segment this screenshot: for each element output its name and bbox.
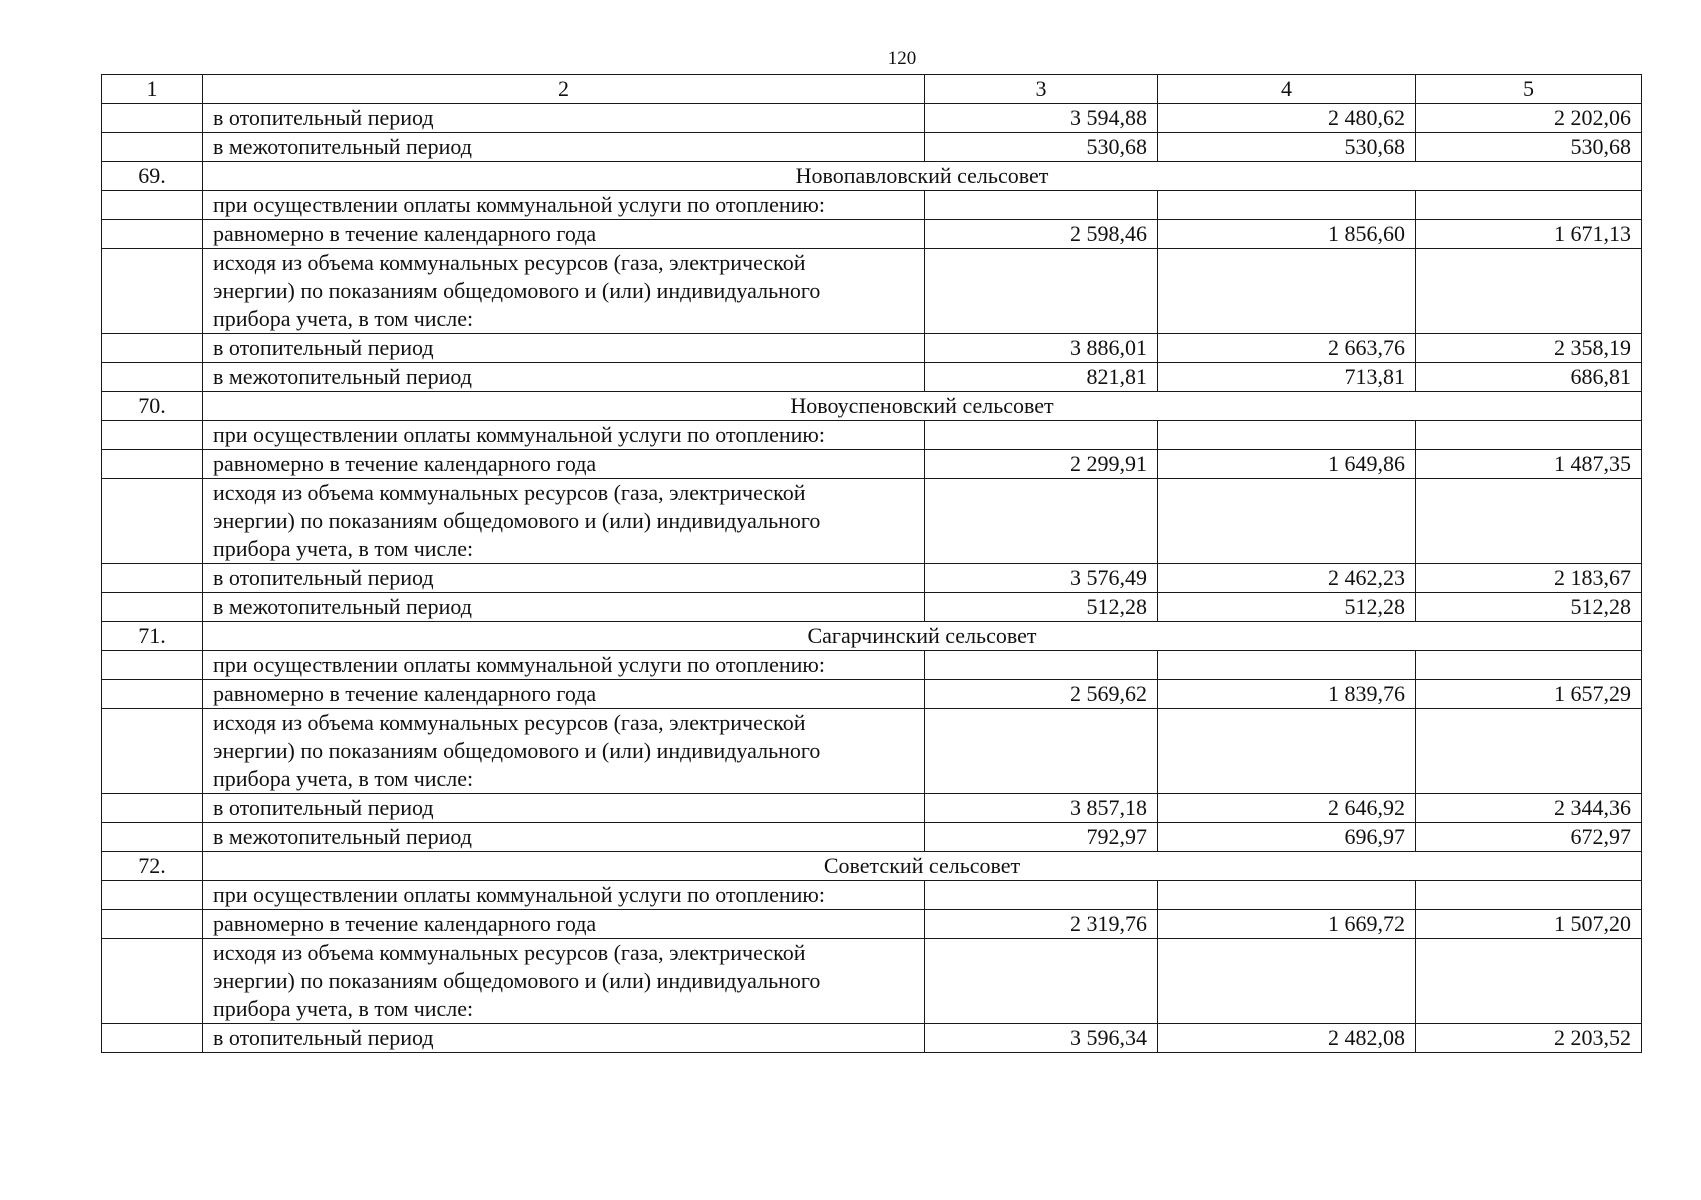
row-number-cell	[102, 709, 203, 794]
value-cell-col-4	[1158, 939, 1416, 1024]
value-cell-col-5: 1 671,13	[1416, 220, 1642, 249]
column-header-2: 2	[203, 75, 925, 104]
value-cell-col-3: 3 576,49	[925, 564, 1158, 593]
tariff-table-body	[102, 75, 1642, 1053]
section-title: Советский сельсовет	[203, 852, 1642, 881]
table-row	[102, 823, 1642, 852]
table-row	[102, 794, 1642, 823]
row-number-cell	[102, 220, 203, 249]
row-label: при осуществлении оплаты коммунальной услуги по отоплению:	[203, 421, 925, 450]
section-header-row	[102, 852, 1642, 881]
row-number-cell	[102, 651, 203, 680]
value-cell-col-5	[1416, 421, 1642, 450]
row-number-cell	[102, 593, 203, 622]
row-number-cell	[102, 881, 203, 910]
row-number-cell	[102, 1024, 203, 1053]
row-number-cell	[102, 191, 203, 220]
row-label: при осуществлении оплаты коммунальной услуги по отоплению:	[203, 191, 925, 220]
value-cell-col-4: 1 649,86	[1158, 450, 1416, 479]
row-label: исходя из объема коммунальных ресурсов (газа, электрической энергии) по показаниям общедомового и (или) индивидуального прибора учета, в том числе:	[203, 709, 925, 794]
row-number-cell	[102, 421, 203, 450]
value-cell-col-3: 2 319,76	[925, 910, 1158, 939]
value-cell-col-3: 3 594,88	[925, 104, 1158, 133]
row-label: равномерно в течение календарного года	[203, 680, 925, 709]
page-number: 120	[887, 48, 917, 69]
value-cell-col-5	[1416, 249, 1642, 334]
row-label: в межотопительный период	[203, 823, 925, 852]
table-row	[102, 363, 1642, 392]
row-label: в отопительный период	[203, 104, 925, 133]
table-row	[102, 593, 1642, 622]
value-cell-col-5	[1416, 651, 1642, 680]
value-cell-col-3: 3 886,01	[925, 334, 1158, 363]
section-header-row	[102, 622, 1642, 651]
row-number-cell	[102, 334, 203, 363]
value-cell-col-5: 2 358,19	[1416, 334, 1642, 363]
row-number-cell	[102, 823, 203, 852]
value-cell-col-5	[1416, 939, 1642, 1024]
table-row	[102, 680, 1642, 709]
value-cell-col-4: 512,28	[1158, 593, 1416, 622]
table-row	[102, 191, 1642, 220]
value-cell-col-3: 821,81	[925, 363, 1158, 392]
value-cell-col-5	[1416, 479, 1642, 564]
table-row	[102, 133, 1642, 162]
value-cell-col-3: 2 299,91	[925, 450, 1158, 479]
tariff-table	[101, 74, 1642, 1053]
section-number: 69.	[102, 162, 203, 191]
value-cell-col-4: 713,81	[1158, 363, 1416, 392]
value-cell-col-4	[1158, 651, 1416, 680]
value-cell-col-4: 1 839,76	[1158, 680, 1416, 709]
column-header-3: 3	[925, 75, 1158, 104]
row-label: равномерно в течение календарного года	[203, 910, 925, 939]
section-number: 72.	[102, 852, 203, 881]
table-row	[102, 1024, 1642, 1053]
section-header-row	[102, 392, 1642, 421]
row-label: при осуществлении оплаты коммунальной услуги по отоплению:	[203, 651, 925, 680]
value-cell-col-5: 1 507,20	[1416, 910, 1642, 939]
value-cell-col-5: 2 344,36	[1416, 794, 1642, 823]
section-number: 71.	[102, 622, 203, 651]
value-cell-col-4	[1158, 881, 1416, 910]
column-header-1: 1	[102, 75, 203, 104]
value-cell-col-4: 696,97	[1158, 823, 1416, 852]
value-cell-col-4: 530,68	[1158, 133, 1416, 162]
value-cell-col-5	[1416, 709, 1642, 794]
value-cell-col-5: 686,81	[1416, 363, 1642, 392]
row-number-cell	[102, 910, 203, 939]
value-cell-col-5: 530,68	[1416, 133, 1642, 162]
row-label: в отопительный период	[203, 794, 925, 823]
section-title: Новопавловский сельсовет	[203, 162, 1642, 191]
row-number-cell	[102, 479, 203, 564]
value-cell-col-4: 2 482,08	[1158, 1024, 1416, 1053]
table-row	[102, 220, 1642, 249]
value-cell-col-3: 3 857,18	[925, 794, 1158, 823]
row-number-cell	[102, 939, 203, 1024]
value-cell-col-5: 2 183,67	[1416, 564, 1642, 593]
row-label: при осуществлении оплаты коммунальной услуги по отоплению:	[203, 881, 925, 910]
row-number-cell	[102, 794, 203, 823]
table-row	[102, 881, 1642, 910]
row-label: в межотопительный период	[203, 593, 925, 622]
value-cell-col-5	[1416, 881, 1642, 910]
value-cell-col-4: 2 480,62	[1158, 104, 1416, 133]
section-title: Новоуспеновский сельсовет	[203, 392, 1642, 421]
table-row	[102, 939, 1642, 1024]
table-row	[102, 104, 1642, 133]
row-label: в межотопительный период	[203, 133, 925, 162]
table-row	[102, 450, 1642, 479]
value-cell-col-3	[925, 709, 1158, 794]
table-row	[102, 564, 1642, 593]
column-header-5: 5	[1416, 75, 1642, 104]
row-label: равномерно в течение календарного года	[203, 450, 925, 479]
section-title: Сагарчинский сельсовет	[203, 622, 1642, 651]
row-label: в межотопительный период	[203, 363, 925, 392]
row-label: исходя из объема коммунальных ресурсов (газа, электрической энергии) по показаниям общедомового и (или) индивидуального прибора учета, в том числе:	[203, 479, 925, 564]
value-cell-col-3	[925, 479, 1158, 564]
value-cell-col-3: 530,68	[925, 133, 1158, 162]
value-cell-col-5	[1416, 191, 1642, 220]
row-label: в отопительный период	[203, 334, 925, 363]
section-number: 70.	[102, 392, 203, 421]
value-cell-col-3	[925, 191, 1158, 220]
value-cell-col-3: 792,97	[925, 823, 1158, 852]
table-row	[102, 249, 1642, 334]
value-cell-col-5: 2 202,06	[1416, 104, 1642, 133]
value-cell-col-3: 2 569,62	[925, 680, 1158, 709]
row-number-cell	[102, 564, 203, 593]
row-number-cell	[102, 363, 203, 392]
column-number-header-row	[102, 75, 1642, 104]
value-cell-col-3	[925, 421, 1158, 450]
value-cell-col-4: 1 856,60	[1158, 220, 1416, 249]
table-row	[102, 651, 1642, 680]
value-cell-col-3	[925, 249, 1158, 334]
section-header-row	[102, 162, 1642, 191]
value-cell-col-5: 1 487,35	[1416, 450, 1642, 479]
row-number-cell	[102, 680, 203, 709]
value-cell-col-3	[925, 939, 1158, 1024]
value-cell-col-5: 672,97	[1416, 823, 1642, 852]
value-cell-col-3: 3 596,34	[925, 1024, 1158, 1053]
table-row	[102, 479, 1642, 564]
row-label: в отопительный период	[203, 1024, 925, 1053]
column-header-4: 4	[1158, 75, 1416, 104]
value-cell-col-4	[1158, 421, 1416, 450]
value-cell-col-5: 2 203,52	[1416, 1024, 1642, 1053]
value-cell-col-4: 2 462,23	[1158, 564, 1416, 593]
row-number-cell	[102, 133, 203, 162]
value-cell-col-4	[1158, 479, 1416, 564]
value-cell-col-5: 512,28	[1416, 593, 1642, 622]
row-label: исходя из объема коммунальных ресурсов (газа, электрической энергии) по показаниям общедомового и (или) индивидуального прибора учета, в том числе:	[203, 939, 925, 1024]
value-cell-col-3: 512,28	[925, 593, 1158, 622]
row-label: равномерно в течение календарного года	[203, 220, 925, 249]
value-cell-col-5: 1 657,29	[1416, 680, 1642, 709]
row-label: исходя из объема коммунальных ресурсов (газа, электрической энергии) по показаниям общедомового и (или) индивидуального прибора учета, в том числе:	[203, 249, 925, 334]
value-cell-col-4	[1158, 709, 1416, 794]
table-row	[102, 334, 1642, 363]
row-number-cell	[102, 249, 203, 334]
value-cell-col-3: 2 598,46	[925, 220, 1158, 249]
value-cell-col-4: 1 669,72	[1158, 910, 1416, 939]
table-row	[102, 709, 1642, 794]
value-cell-col-3	[925, 881, 1158, 910]
value-cell-col-4	[1158, 191, 1416, 220]
value-cell-col-3	[925, 651, 1158, 680]
row-number-cell	[102, 450, 203, 479]
table-row	[102, 421, 1642, 450]
value-cell-col-4	[1158, 249, 1416, 334]
value-cell-col-4: 2 646,92	[1158, 794, 1416, 823]
table-row	[102, 910, 1642, 939]
tariff-table-container	[101, 74, 1641, 1053]
row-label: в отопительный период	[203, 564, 925, 593]
value-cell-col-4: 2 663,76	[1158, 334, 1416, 363]
row-number-cell	[102, 104, 203, 133]
